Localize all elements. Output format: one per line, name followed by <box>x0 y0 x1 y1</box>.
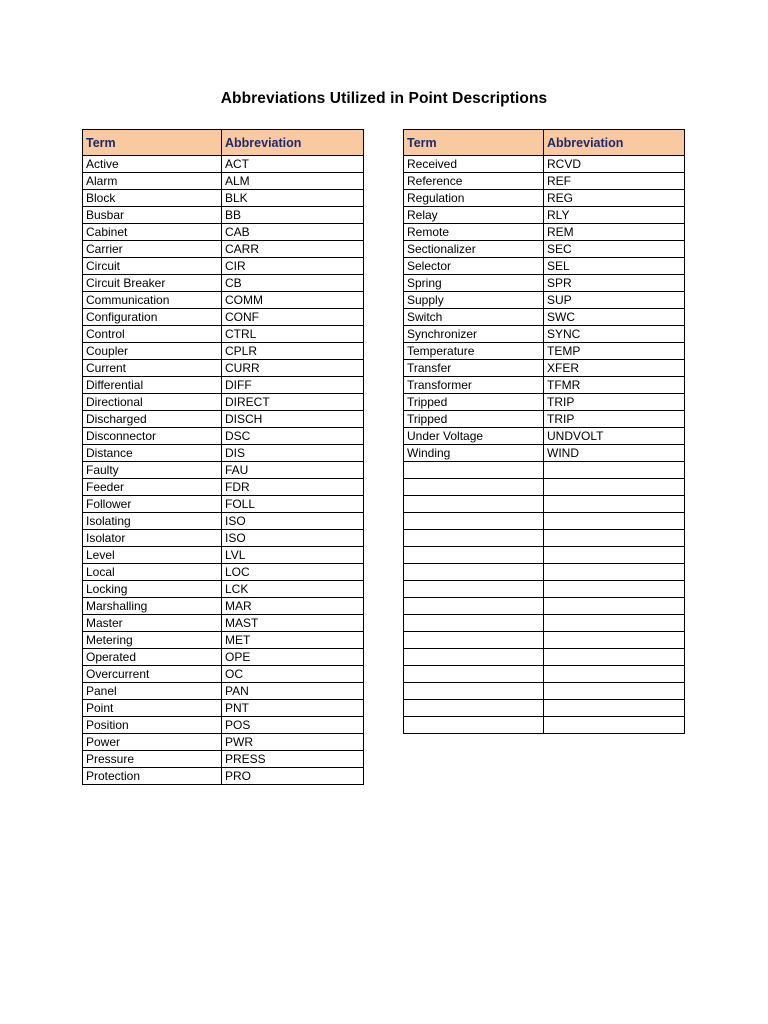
abbreviation-cell <box>544 666 685 683</box>
term-cell: Point <box>83 700 222 717</box>
abbreviation-cell <box>544 683 685 700</box>
term-cell <box>404 683 544 700</box>
table-row <box>404 666 685 683</box>
term-cell: Cabinet <box>83 224 222 241</box>
abbreviation-cell: ISO <box>222 513 364 530</box>
table-row <box>404 241 685 258</box>
table-row <box>404 428 685 445</box>
table-row <box>83 428 364 445</box>
column-header-term: Term <box>83 130 222 156</box>
table-row <box>83 530 364 547</box>
abbreviation-cell <box>544 564 685 581</box>
term-cell: Coupler <box>83 343 222 360</box>
abbreviation-cell: ALM <box>222 173 364 190</box>
table-row <box>83 377 364 394</box>
term-cell: Follower <box>83 496 222 513</box>
abbreviation-cell: RCVD <box>544 156 685 173</box>
abbreviation-cell: TFMR <box>544 377 685 394</box>
term-cell: Spring <box>404 275 544 292</box>
table-row <box>404 224 685 241</box>
term-cell: Reference <box>404 173 544 190</box>
term-cell: Temperature <box>404 343 544 360</box>
abbreviation-cell: FAU <box>222 462 364 479</box>
abbreviation-cell <box>544 479 685 496</box>
abbreviation-cell: CURR <box>222 360 364 377</box>
abbreviation-cell: PWR <box>222 734 364 751</box>
term-cell: Directional <box>83 394 222 411</box>
term-cell: Synchronizer <box>404 326 544 343</box>
table-row <box>404 173 685 190</box>
table-row <box>83 275 364 292</box>
term-cell: Communication <box>83 292 222 309</box>
table-row <box>404 632 685 649</box>
term-cell: Local <box>83 564 222 581</box>
term-cell: Under Voltage <box>404 428 544 445</box>
term-cell: Sectionalizer <box>404 241 544 258</box>
table-row <box>83 241 364 258</box>
abbreviation-cell: MAR <box>222 598 364 615</box>
table-row <box>83 445 364 462</box>
abbreviation-cell: TRIP <box>544 394 685 411</box>
column-header-term: Term <box>404 130 544 156</box>
term-cell: Feeder <box>83 479 222 496</box>
abbreviation-cell: LVL <box>222 547 364 564</box>
abbreviation-cell: OPE <box>222 649 364 666</box>
table-row <box>404 292 685 309</box>
table-row <box>83 734 364 751</box>
term-cell: Panel <box>83 683 222 700</box>
abbreviation-cell: SEL <box>544 258 685 275</box>
term-cell <box>404 632 544 649</box>
table-row <box>83 615 364 632</box>
table-row <box>83 717 364 734</box>
term-cell <box>404 717 544 734</box>
table-row <box>404 377 685 394</box>
table-row <box>83 173 364 190</box>
abbreviation-cell: TRIP <box>544 411 685 428</box>
abbreviation-cell <box>544 598 685 615</box>
table-row <box>83 462 364 479</box>
term-cell: Metering <box>83 632 222 649</box>
table-row <box>404 717 685 734</box>
table-row <box>404 479 685 496</box>
abbreviation-cell: DIS <box>222 445 364 462</box>
term-cell: Winding <box>404 445 544 462</box>
abbreviation-cell: FOLL <box>222 496 364 513</box>
term-cell: Pressure <box>83 751 222 768</box>
term-cell: Block <box>83 190 222 207</box>
term-cell: Switch <box>404 309 544 326</box>
abbreviation-cell <box>544 717 685 734</box>
table-row <box>83 224 364 241</box>
abbreviation-cell: ACT <box>222 156 364 173</box>
term-cell: Master <box>83 615 222 632</box>
abbreviation-cell: BB <box>222 207 364 224</box>
table-row <box>83 700 364 717</box>
table-row <box>83 326 364 343</box>
abbreviation-cell: MET <box>222 632 364 649</box>
term-cell: Protection <box>83 768 222 785</box>
abbreviation-cell: DIFF <box>222 377 364 394</box>
table-row <box>404 530 685 547</box>
term-cell: Current <box>83 360 222 377</box>
abbreviation-cell: LCK <box>222 581 364 598</box>
abbreviation-cell: COMM <box>222 292 364 309</box>
table-row <box>83 479 364 496</box>
abbreviation-cell: OC <box>222 666 364 683</box>
abbreviation-cell: DSC <box>222 428 364 445</box>
abbreviation-cell: XFER <box>544 360 685 377</box>
term-cell: Locking <box>83 581 222 598</box>
abbreviations-table-left <box>82 129 364 785</box>
table-row <box>83 496 364 513</box>
abbreviation-cell: PNT <box>222 700 364 717</box>
column-header-abbreviation: Abbreviation <box>222 130 364 156</box>
term-cell: Active <box>83 156 222 173</box>
abbreviation-cell <box>544 649 685 666</box>
term-cell: Alarm <box>83 173 222 190</box>
term-cell <box>404 649 544 666</box>
term-cell: Position <box>83 717 222 734</box>
abbreviation-cell: TEMP <box>544 343 685 360</box>
abbreviation-cell: POS <box>222 717 364 734</box>
abbreviation-cell: CONF <box>222 309 364 326</box>
table-row <box>83 343 364 360</box>
table-row <box>404 326 685 343</box>
table-row <box>83 190 364 207</box>
table-row <box>404 343 685 360</box>
table-row <box>404 360 685 377</box>
abbreviation-cell: CARR <box>222 241 364 258</box>
term-cell: Transfer <box>404 360 544 377</box>
table-row <box>83 360 364 377</box>
abbreviation-cell: SYNC <box>544 326 685 343</box>
table-row <box>404 581 685 598</box>
abbreviation-cell <box>544 513 685 530</box>
table-row <box>404 275 685 292</box>
term-cell: Power <box>83 734 222 751</box>
abbreviation-cell: CB <box>222 275 364 292</box>
table-row <box>404 190 685 207</box>
table-row <box>83 751 364 768</box>
term-cell: Configuration <box>83 309 222 326</box>
term-cell: Marshalling <box>83 598 222 615</box>
abbreviation-cell: SEC <box>544 241 685 258</box>
abbreviation-cell <box>544 547 685 564</box>
abbreviation-cell: CPLR <box>222 343 364 360</box>
abbreviations-table-right <box>403 129 685 734</box>
term-cell: Operated <box>83 649 222 666</box>
table-row <box>83 513 364 530</box>
term-cell: Busbar <box>83 207 222 224</box>
table-row <box>404 496 685 513</box>
table-row <box>83 156 364 173</box>
term-cell: Remote <box>404 224 544 241</box>
term-cell <box>404 666 544 683</box>
term-cell <box>404 564 544 581</box>
table-row <box>83 683 364 700</box>
table-header-row <box>83 130 364 156</box>
term-cell: Isolating <box>83 513 222 530</box>
abbreviation-cell <box>544 632 685 649</box>
abbreviation-cell: DIRECT <box>222 394 364 411</box>
term-cell: Level <box>83 547 222 564</box>
table-row <box>83 598 364 615</box>
abbreviation-cell: PRESS <box>222 751 364 768</box>
table-row <box>404 445 685 462</box>
page-title: Abbreviations Utilized in Point Descriptions <box>220 90 548 107</box>
abbreviation-cell: PRO <box>222 768 364 785</box>
term-cell: Circuit <box>83 258 222 275</box>
term-cell: Received <box>404 156 544 173</box>
table-row <box>404 462 685 479</box>
table-row <box>83 581 364 598</box>
table-row <box>83 309 364 326</box>
term-cell: Tripped <box>404 411 544 428</box>
abbreviation-cell <box>544 462 685 479</box>
term-cell: Faulty <box>83 462 222 479</box>
abbreviation-cell: PAN <box>222 683 364 700</box>
abbreviation-cell: SUP <box>544 292 685 309</box>
abbreviation-cell: CTRL <box>222 326 364 343</box>
abbreviation-cell: REF <box>544 173 685 190</box>
abbreviation-cell: REM <box>544 224 685 241</box>
abbreviation-cell: BLK <box>222 190 364 207</box>
table-row <box>404 394 685 411</box>
table-row <box>404 683 685 700</box>
table-row <box>83 632 364 649</box>
abbreviation-cell: SWC <box>544 309 685 326</box>
term-cell: Discharged <box>83 411 222 428</box>
term-cell <box>404 479 544 496</box>
term-cell <box>404 513 544 530</box>
table-row <box>404 700 685 717</box>
table-row <box>83 768 364 785</box>
term-cell: Overcurrent <box>83 666 222 683</box>
term-cell: Regulation <box>404 190 544 207</box>
table-row <box>83 547 364 564</box>
abbreviation-cell: MAST <box>222 615 364 632</box>
table-row <box>404 156 685 173</box>
table-row <box>404 411 685 428</box>
term-cell <box>404 547 544 564</box>
table-row <box>83 207 364 224</box>
abbreviation-cell: CIR <box>222 258 364 275</box>
table-row <box>404 258 685 275</box>
term-cell <box>404 615 544 632</box>
table-row <box>83 666 364 683</box>
abbreviation-cell: REG <box>544 190 685 207</box>
term-cell: Isolator <box>83 530 222 547</box>
abbreviation-cell: CAB <box>222 224 364 241</box>
term-cell: Supply <box>404 292 544 309</box>
term-cell <box>404 581 544 598</box>
table-row <box>404 649 685 666</box>
table-row <box>83 649 364 666</box>
term-cell: Control <box>83 326 222 343</box>
term-cell: Tripped <box>404 394 544 411</box>
table-row <box>404 598 685 615</box>
table-row <box>404 207 685 224</box>
abbreviation-cell: DISCH <box>222 411 364 428</box>
term-cell <box>404 530 544 547</box>
table-row <box>404 513 685 530</box>
table-row <box>83 564 364 581</box>
table-row <box>83 258 364 275</box>
term-cell: Transformer <box>404 377 544 394</box>
abbreviation-cell: ISO <box>222 530 364 547</box>
term-cell <box>404 462 544 479</box>
term-cell: Distance <box>83 445 222 462</box>
term-cell: Circuit Breaker <box>83 275 222 292</box>
table-row <box>83 292 364 309</box>
term-cell: Carrier <box>83 241 222 258</box>
term-cell <box>404 496 544 513</box>
table-row <box>404 615 685 632</box>
term-cell: Relay <box>404 207 544 224</box>
term-cell: Disconnector <box>83 428 222 445</box>
table-row <box>83 411 364 428</box>
table-row <box>83 394 364 411</box>
table-header-row <box>404 130 685 156</box>
table-row <box>404 309 685 326</box>
table-row <box>404 564 685 581</box>
abbreviation-cell <box>544 496 685 513</box>
abbreviation-cell <box>544 530 685 547</box>
term-cell: Selector <box>404 258 544 275</box>
column-header-abbreviation: Abbreviation <box>544 130 685 156</box>
term-cell: Differential <box>83 377 222 394</box>
table-row <box>404 547 685 564</box>
abbreviation-cell: RLY <box>544 207 685 224</box>
abbreviation-cell: UNDVOLT <box>544 428 685 445</box>
abbreviation-cell: WIND <box>544 445 685 462</box>
term-cell <box>404 598 544 615</box>
abbreviation-cell: FDR <box>222 479 364 496</box>
abbreviation-cell: LOC <box>222 564 364 581</box>
abbreviation-cell <box>544 615 685 632</box>
abbreviation-cell <box>544 581 685 598</box>
abbreviation-cell <box>544 700 685 717</box>
term-cell <box>404 700 544 717</box>
abbreviation-cell: SPR <box>544 275 685 292</box>
